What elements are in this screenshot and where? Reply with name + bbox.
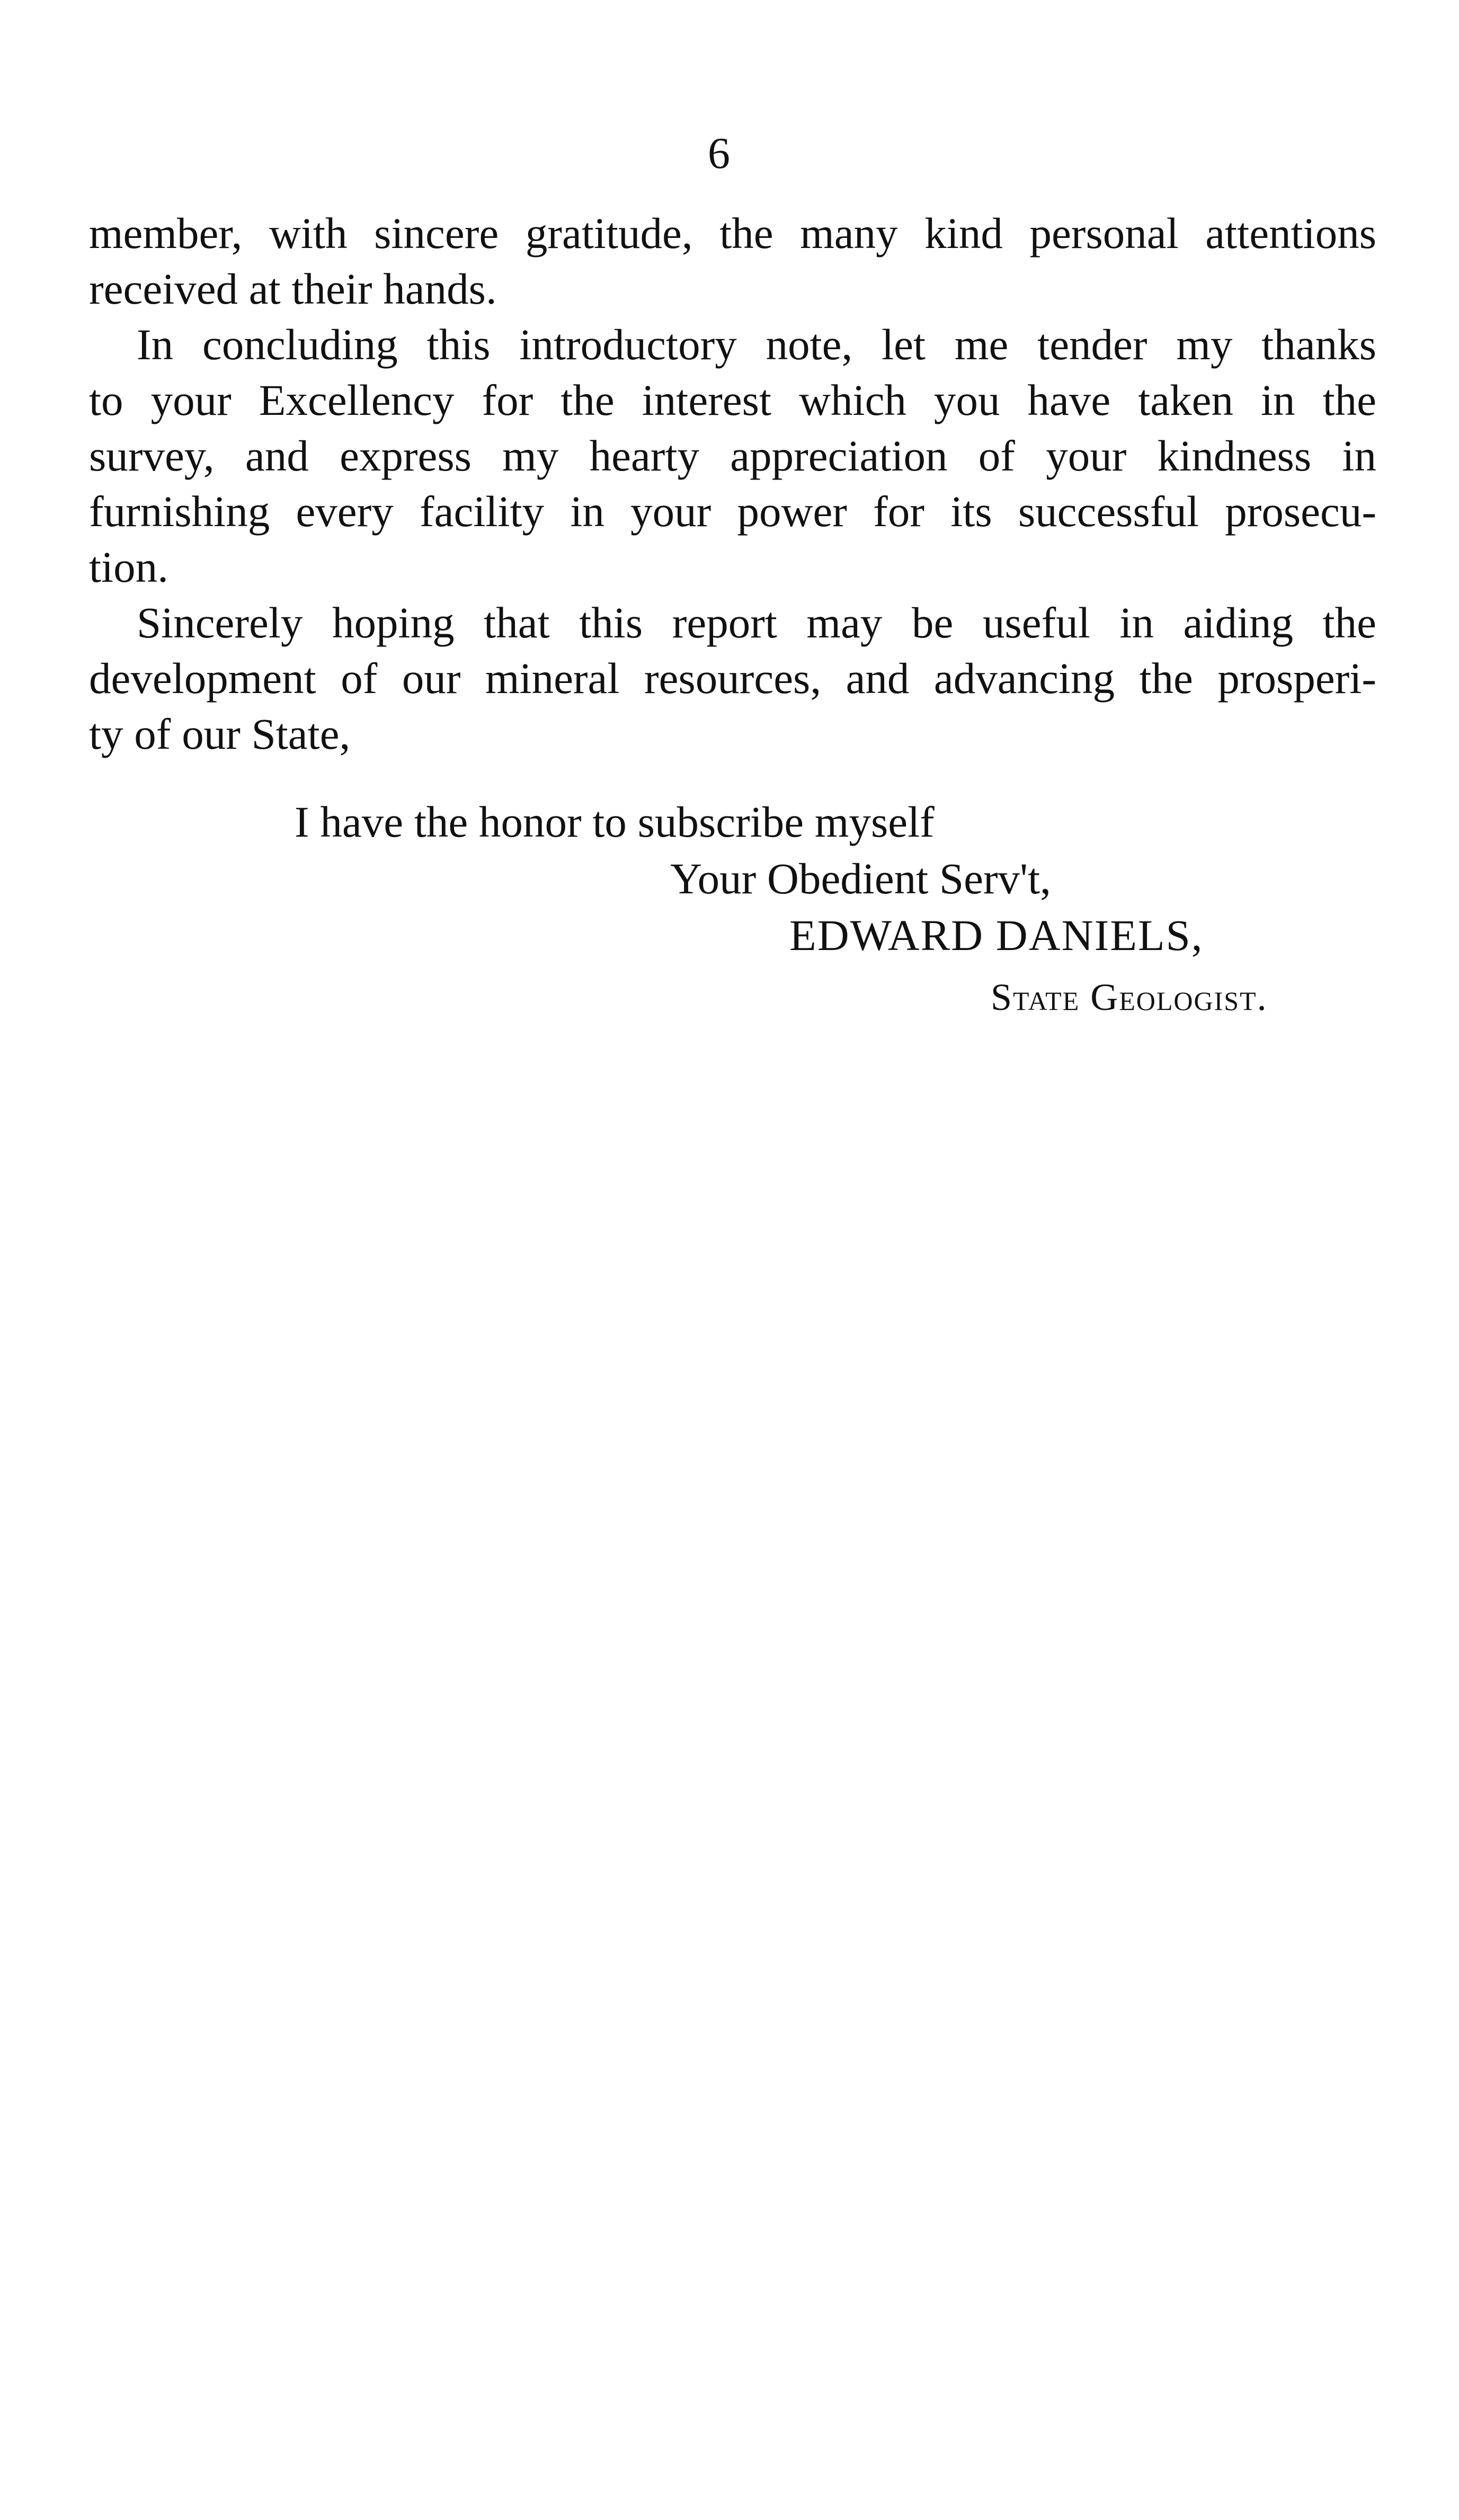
text-line: furnishing every facility in your power for its successful prosecu- (89, 487, 1376, 536)
page-number: 6 (708, 129, 730, 178)
signature-title: State Geologist. (991, 976, 1268, 1018)
paragraph-2 (89, 317, 1376, 595)
text-line: received at their hands. (89, 264, 497, 313)
text-line: development of our mineral resources, and advancing the prosperi- (89, 654, 1376, 703)
text-line: to your Excellency for the interest which you have taken in the (89, 376, 1376, 424)
text-line: survey, and express my hearty appreciation of your kindness in (89, 431, 1376, 480)
text-line: tion. (89, 543, 168, 591)
text-line: ty of our State, (89, 709, 351, 758)
text-line: In concluding this introductory note, let me tender my thanks (137, 320, 1376, 369)
letter-closing (0, 794, 1459, 1026)
paragraph-3 (89, 595, 1376, 762)
valediction: Your Obedient Serv't, (670, 854, 1051, 903)
text-line: Sincerely hoping that this report may be useful in aiding the (137, 598, 1376, 647)
paragraph-1 (89, 206, 1376, 317)
text-line: member, with sincere gratitude, the many kind personal attentions (89, 209, 1376, 258)
signature-name: EDWARD DANIELS, (789, 911, 1204, 960)
closing-phrase: I have the honor to subscribe myself (295, 797, 935, 846)
letter-body (89, 206, 1376, 762)
